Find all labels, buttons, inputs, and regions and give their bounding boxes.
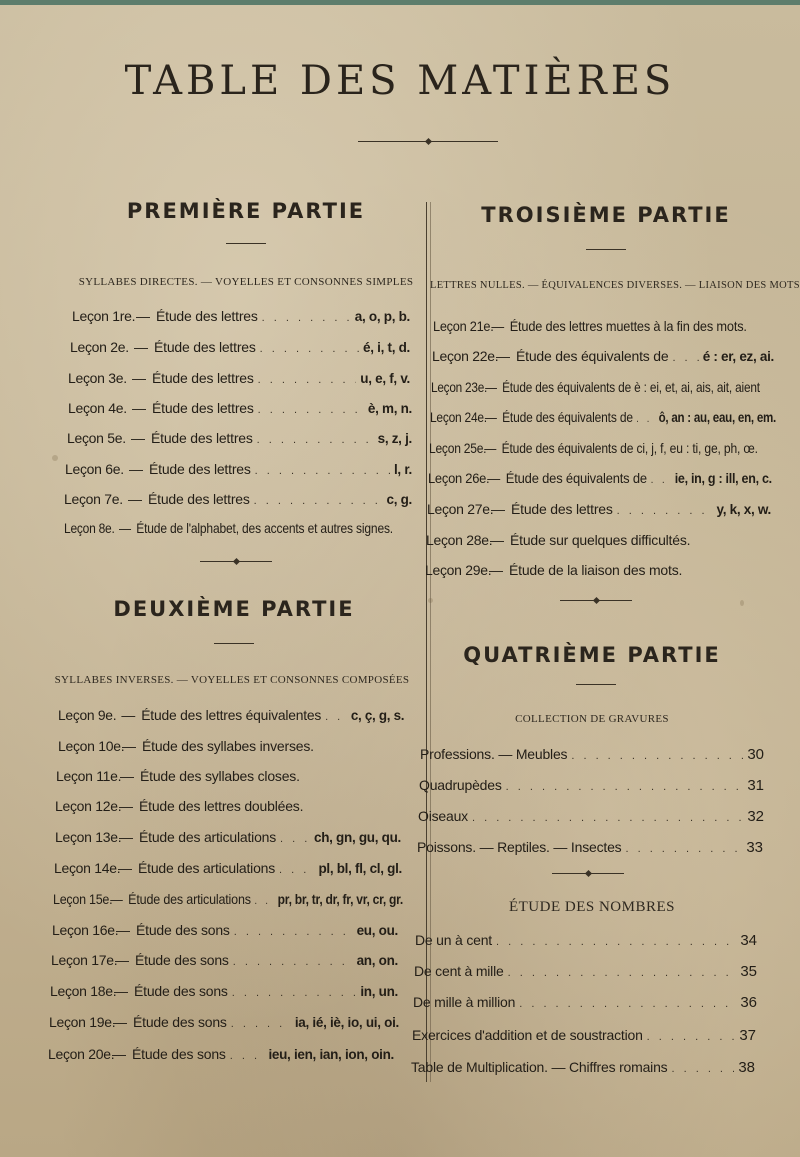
- top-border: [0, 0, 800, 5]
- lesson-row: [58, 738, 404, 758]
- part-title-3: TROISIÈME PARTIE: [481, 203, 731, 227]
- lesson-row: [428, 470, 772, 490]
- entry-title: Professions. — Meubles: [420, 746, 568, 762]
- dot-leader: [651, 474, 671, 486]
- lesson-title: Étude des lettres: [151, 430, 253, 446]
- part-title-1: PREMIÈRE PARTIE: [126, 199, 366, 223]
- dash-separator: —: [132, 400, 146, 416]
- lesson-letters: ô, an : au, eau, en, em.: [658, 410, 777, 425]
- lesson-number: Leçon 3e.: [68, 370, 127, 386]
- dash-separator: —: [490, 532, 504, 548]
- lesson-letters: é, i, t, d.: [363, 340, 410, 355]
- dot-leader: [625, 843, 742, 855]
- lesson-row: [431, 379, 777, 399]
- lesson-row: [426, 532, 766, 552]
- section-ornament: [200, 561, 272, 562]
- lesson-row: [55, 798, 403, 818]
- lesson-row: [68, 400, 412, 420]
- lesson-row: [55, 829, 401, 849]
- dot-leader: [254, 895, 274, 907]
- lesson-number: Leçon 6e.: [65, 461, 124, 477]
- lesson-title: Étude des articulations: [128, 891, 251, 907]
- gravures-row: [419, 777, 764, 797]
- lesson-title: Étude de l'alphabet, des accents et autres signes.: [136, 520, 393, 536]
- lesson-row: [52, 922, 398, 942]
- part-subtitle-3: LETTRES NULLES. — ÉQUIVALENCES DIVERSES. — LIAISON DES MOTS: [430, 280, 800, 291]
- lesson-letters: pl, bl, fl, cl, gl.: [318, 861, 402, 876]
- lesson-number: Leçon 21e.: [433, 318, 494, 334]
- nombres-heading: ÉTUDE DES NOMBRES: [508, 899, 675, 915]
- lesson-row: [432, 348, 774, 368]
- dot-leader: [230, 1050, 265, 1062]
- dash-separator: —: [115, 952, 129, 968]
- gravures-heading: COLLECTION DE GRAVURES: [515, 713, 669, 725]
- lesson-letters: è, m, n.: [367, 401, 412, 416]
- dash-separator: —: [134, 339, 148, 355]
- dot-leader: [472, 812, 743, 824]
- lesson-number: Leçon 11e.: [56, 768, 122, 784]
- lesson-title: Étude des équivalents de: [502, 409, 633, 425]
- lesson-number: Leçon 7e.: [64, 491, 123, 507]
- dash-separator: —: [120, 768, 134, 784]
- lesson-number: Leçon 1re.: [72, 308, 136, 324]
- entry-title: De mille à million: [413, 994, 516, 1010]
- lesson-row: [433, 318, 765, 338]
- dash-separator: —: [121, 707, 136, 723]
- lesson-title: Étude des sons: [136, 922, 230, 938]
- lesson-row: [64, 491, 412, 511]
- lesson-number: Leçon 24e.: [430, 409, 487, 425]
- lesson-letters: an, on.: [356, 953, 398, 968]
- page-number: 31: [747, 777, 764, 794]
- lesson-number: Leçon 28e.: [426, 532, 493, 548]
- dash-separator: —: [131, 430, 145, 446]
- lesson-row: [72, 308, 410, 328]
- lesson-number: Leçon 26e.: [428, 470, 490, 486]
- nombres-row: [412, 1027, 756, 1047]
- nombres-row: [414, 963, 757, 983]
- page-number: 35: [740, 963, 757, 980]
- paper-stain: [740, 600, 744, 606]
- lesson-title: Étude des syllabes closes.: [140, 768, 300, 784]
- lesson-letters: c, ç, g, s.: [350, 708, 405, 723]
- section-rule: [586, 249, 626, 250]
- dot-leader: [231, 1018, 291, 1030]
- lesson-number: Leçon 8e.: [64, 520, 115, 536]
- lesson-title: Étude de la liaison des mots.: [509, 562, 683, 578]
- lesson-number: Leçon 12e.: [55, 798, 122, 814]
- entry-title: De un à cent: [415, 932, 492, 948]
- lesson-row: [51, 952, 398, 972]
- lesson-letters: l, r.: [393, 462, 412, 477]
- dash-separator: —: [129, 461, 143, 477]
- dash-separator: —: [118, 860, 132, 876]
- section-rule: [214, 643, 254, 644]
- lesson-letters: ieu, ien, ian, ion, oin.: [268, 1047, 394, 1062]
- dot-leader: [234, 926, 353, 938]
- lesson-title: Étude des articulations: [138, 860, 276, 876]
- lesson-letters: é : er, ez, ai.: [702, 349, 774, 364]
- part-subtitle-2: SYLLABES INVERSES. — VOYELLES ET CONSONNES COMPOSÉES: [54, 674, 410, 686]
- dash-separator: —: [122, 738, 136, 754]
- lesson-letters: ie, in, g : ill, en, c.: [674, 471, 772, 486]
- lesson-title: Étude des lettres: [156, 308, 258, 324]
- lesson-row: [68, 370, 410, 390]
- dash-separator: —: [491, 318, 505, 334]
- page-title: TABLE DES MATIÈRES: [124, 58, 676, 104]
- lesson-row: [54, 860, 402, 880]
- lesson-row: [65, 461, 412, 481]
- entry-title: De cent à mille: [414, 963, 504, 979]
- dash-separator: —: [484, 440, 497, 456]
- lesson-row: [49, 1014, 399, 1034]
- lesson-letters: in, un.: [360, 984, 398, 999]
- lesson-row: [64, 520, 410, 540]
- lesson-title: Étude des syllabes inverses.: [142, 738, 314, 754]
- dot-leader: [506, 781, 744, 793]
- entry-title: Exercices d'addition et de soustraction: [412, 1027, 643, 1043]
- paper-stain: [52, 455, 58, 461]
- page-number: 33: [746, 839, 763, 856]
- entry-title: Oiseaux: [418, 808, 468, 824]
- page-number: 32: [747, 808, 764, 825]
- dot-leader: [255, 465, 390, 477]
- dash-separator: —: [489, 562, 503, 578]
- lesson-row: [58, 707, 404, 727]
- lesson-title: Étude des équivalents de ci, j, f, eu : ti, ge, ph, œ.: [501, 440, 758, 456]
- lesson-row: [430, 409, 776, 429]
- dot-leader: [617, 505, 713, 517]
- lesson-number: Leçon 4e.: [68, 400, 127, 416]
- lesson-row: [429, 440, 775, 460]
- dash-separator: —: [112, 1046, 126, 1062]
- lesson-letters: eu, ou.: [356, 923, 398, 938]
- lesson-number: Leçon 10e.: [58, 738, 125, 754]
- dash-separator: —: [487, 470, 501, 486]
- lesson-number: Leçon 23e.: [431, 379, 488, 395]
- dash-separator: —: [113, 1014, 127, 1030]
- lesson-title: Étude des équivalents de: [505, 470, 647, 486]
- dash-separator: —: [496, 348, 510, 364]
- dash-separator: —: [128, 491, 142, 507]
- lesson-row: [67, 430, 412, 450]
- gravures-row: [418, 808, 764, 828]
- lesson-number: Leçon 13e.: [55, 829, 122, 845]
- dot-leader: [571, 750, 743, 762]
- title-ornament: [358, 141, 498, 142]
- lesson-title: Étude des sons: [133, 1014, 227, 1030]
- dot-leader: [260, 343, 359, 355]
- lesson-title: Étude des lettres: [152, 400, 254, 416]
- lesson-title: Étude des lettres: [149, 461, 251, 477]
- lesson-number: Leçon 27e.: [427, 501, 494, 517]
- entry-title: Table de Multiplication. — Chiffres romains: [411, 1059, 668, 1075]
- dot-leader: [671, 1063, 734, 1075]
- lesson-title: Étude des lettres équivalentes: [141, 707, 322, 723]
- dash-separator: —: [132, 370, 146, 386]
- dot-leader: [672, 352, 698, 364]
- lesson-title: Étude des lettres muettes à la fin des mots.: [509, 318, 747, 334]
- lesson-row: [56, 768, 402, 788]
- lesson-row: [53, 891, 403, 911]
- lesson-letters: ia, ié, iè, io, ui, oi.: [294, 1015, 399, 1030]
- dash-separator: —: [116, 922, 130, 938]
- lesson-letters: y, k, x, w.: [716, 502, 771, 517]
- lesson-number: Leçon 16e.: [52, 922, 119, 938]
- section-rule: [226, 243, 266, 244]
- page-number: 36: [740, 994, 757, 1011]
- lesson-number: Leçon 2e.: [70, 339, 129, 355]
- lesson-number: Leçon 20e.: [48, 1046, 115, 1062]
- page-number: 38: [738, 1059, 755, 1076]
- dot-leader: [519, 998, 736, 1010]
- dash-separator: —: [136, 308, 150, 324]
- lesson-title: Étude des articulations: [139, 829, 277, 845]
- page-number: 30: [747, 746, 764, 763]
- page-number: 34: [740, 932, 757, 949]
- dash-separator: —: [119, 520, 132, 536]
- lesson-row: [70, 339, 410, 359]
- lesson-number: Leçon 18e.: [50, 983, 117, 999]
- dot-leader: [647, 1031, 736, 1043]
- lesson-letters: u, e, f, v.: [360, 371, 410, 386]
- dot-leader: [232, 987, 357, 999]
- dot-leader: [325, 711, 347, 723]
- lesson-letters: s, z, j.: [377, 431, 412, 446]
- section-ornament: [560, 600, 632, 601]
- lesson-row: [48, 1046, 394, 1066]
- dash-separator: —: [110, 891, 123, 907]
- dash-separator: —: [491, 501, 505, 517]
- lesson-title: Étude des sons: [132, 1046, 226, 1062]
- lesson-title: Étude des équivalents de: [516, 348, 669, 364]
- dot-leader: [257, 434, 374, 446]
- lesson-title: Étude des lettres: [152, 370, 254, 386]
- dot-leader: [262, 312, 351, 324]
- lesson-row: [427, 501, 771, 521]
- lesson-row: [425, 562, 765, 582]
- nombres-row: [411, 1059, 755, 1079]
- lesson-row: [50, 983, 398, 1003]
- lesson-number: Leçon 9e.: [58, 707, 117, 723]
- lesson-letters: ch, gn, gu, qu.: [314, 830, 401, 845]
- dot-leader: [496, 936, 736, 948]
- dot-leader: [280, 833, 310, 845]
- dot-leader: [258, 374, 357, 386]
- lesson-title: Étude des lettres: [154, 339, 256, 355]
- lesson-number: Leçon 25e.: [429, 440, 487, 456]
- section-rule: [576, 684, 616, 685]
- lesson-title: Étude des lettres: [148, 491, 250, 507]
- lesson-title: Étude des équivalents de è : ei, et, ai, ais, ait, aient: [502, 379, 760, 395]
- dash-separator: —: [114, 983, 128, 999]
- dash-separator: —: [119, 798, 133, 814]
- entry-title: Quadrupèdes: [419, 777, 502, 793]
- lesson-number: Leçon 14e.: [54, 860, 121, 876]
- dash-separator: —: [484, 409, 497, 425]
- lesson-letters: c, g.: [386, 492, 412, 507]
- dot-leader: [233, 956, 353, 968]
- dot-leader: [636, 413, 655, 425]
- dot-leader: [279, 864, 314, 876]
- nombres-row: [415, 932, 757, 952]
- lesson-title: Étude des sons: [134, 983, 228, 999]
- lesson-title: Étude des sons: [135, 952, 229, 968]
- lesson-title: Étude des lettres doublées.: [139, 798, 304, 814]
- lesson-number: Leçon 22e.: [432, 348, 499, 364]
- page-number: 37: [739, 1027, 756, 1044]
- lesson-number: Leçon 5e.: [67, 430, 126, 446]
- lesson-number: Leçon 15e.: [53, 891, 113, 907]
- lesson-number: Leçon 29e.: [425, 562, 492, 578]
- section-ornament: [552, 873, 624, 874]
- dot-leader: [508, 967, 737, 979]
- dash-separator: —: [485, 379, 497, 395]
- part-title-4: QUATRIÈME PARTIE: [463, 643, 721, 667]
- dash-separator: —: [119, 829, 133, 845]
- lesson-number: Leçon 17e.: [51, 952, 118, 968]
- gravures-row: [420, 746, 764, 766]
- gravures-row: [417, 839, 763, 859]
- dot-leader: [254, 495, 383, 507]
- entry-title: Poissons. — Reptiles. — Insectes: [417, 839, 622, 855]
- lesson-title: Étude des lettres: [511, 501, 613, 517]
- part-subtitle-1: SYLLABES DIRECTES. — VOYELLES ET CONSONNES SIMPLES: [78, 276, 414, 288]
- lesson-letters: a, o, p, b.: [354, 309, 410, 324]
- nombres-row: [413, 994, 757, 1014]
- dot-leader: [258, 404, 364, 416]
- part-title-2: DEUXIÈME PARTIE: [113, 597, 355, 621]
- lesson-letters: pr, br, tr, dr, fr, vr, cr, gr.: [277, 892, 404, 907]
- lesson-title: Étude sur quelques difficultés.: [510, 532, 691, 548]
- lesson-number: Leçon 19e.: [49, 1014, 116, 1030]
